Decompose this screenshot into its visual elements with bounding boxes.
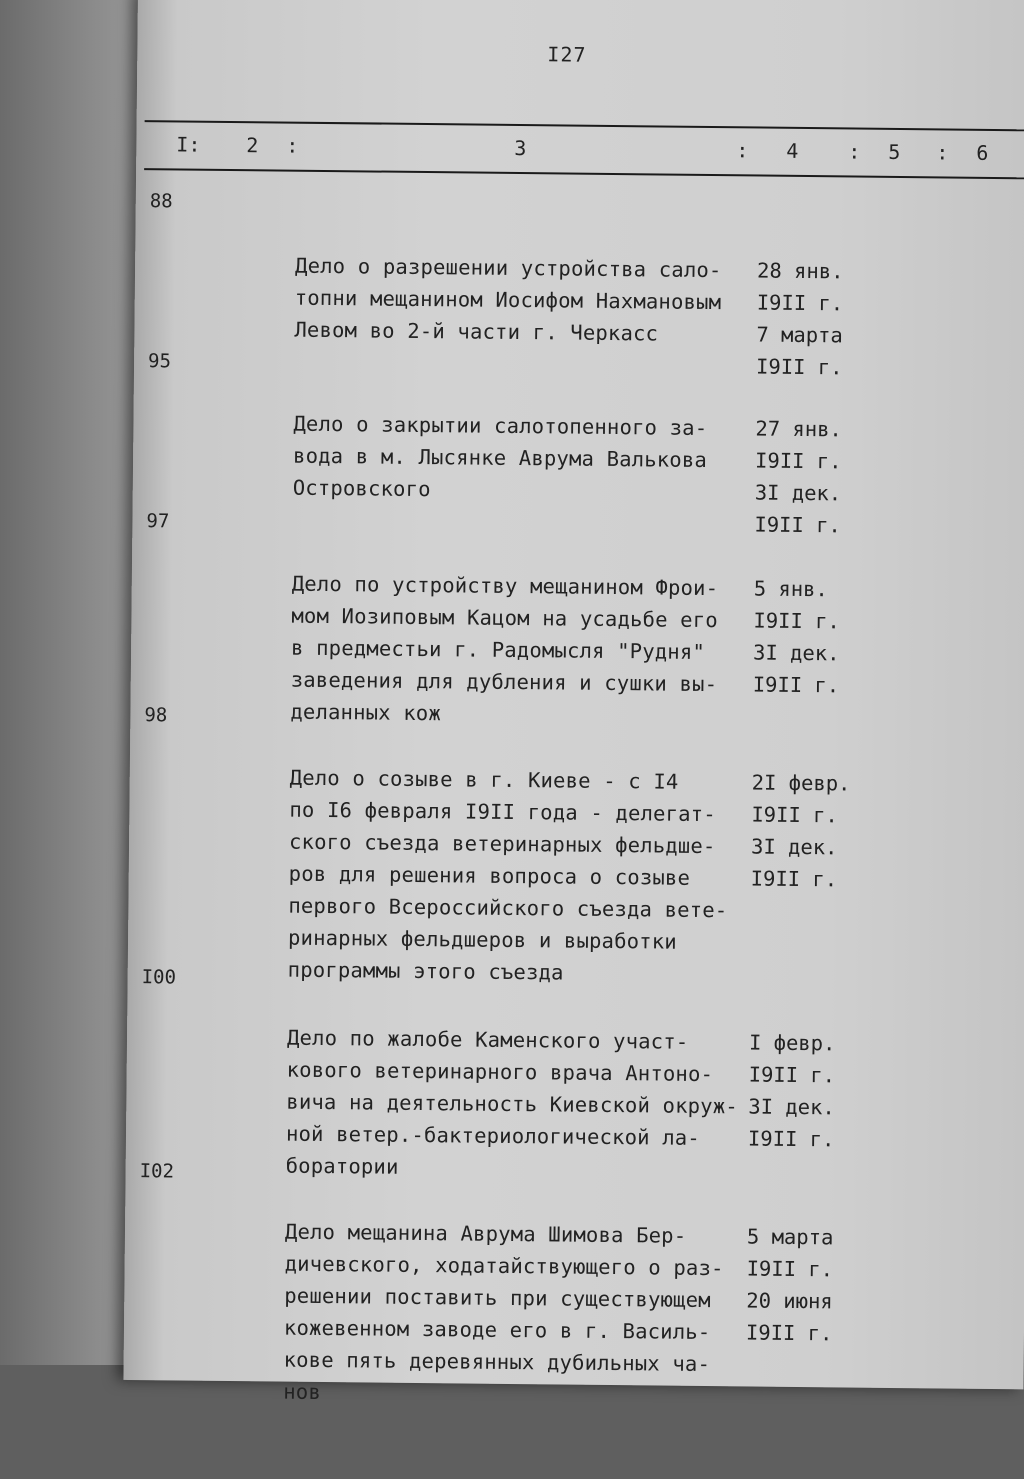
case-title: Дело мещанина Аврума Шимова Бер- дичевского, ходатайствующего о раз- решении поставить при существующем кожевенном заводе его в г. Василь- кове пять деревянных дубильных ча- нов bbox=[283, 1219, 724, 1404]
case-dates: 27 янв. I9II г. 3I дек. I9II г. bbox=[754, 416, 842, 538]
column-separator: : bbox=[286, 133, 299, 158]
column-header-2: 2 bbox=[246, 133, 259, 158]
column-header-1: I: bbox=[176, 132, 201, 157]
page-number: I27 bbox=[547, 42, 587, 67]
header-top-rule bbox=[145, 120, 1024, 131]
column-separator: : bbox=[848, 139, 861, 164]
case-dates: 28 янв. I9II г. 7 марта I9II г. bbox=[755, 258, 844, 380]
column-header-6: 6 bbox=[976, 140, 989, 165]
case-number: I00 bbox=[141, 966, 177, 989]
case-number: 88 bbox=[149, 190, 173, 213]
case-dates: 5 янв. I9II г. 3I дек. I9II г. bbox=[752, 576, 840, 698]
column-separator: : bbox=[736, 138, 749, 163]
case-number: 95 bbox=[147, 350, 172, 373]
case-dates: I февр. I9II г. 3I дек. I9II г. bbox=[747, 1030, 836, 1152]
document-page bbox=[123, 0, 1024, 1404]
case-dates: 2I февр. I9II г. 3I дек. I9II г. bbox=[750, 770, 851, 892]
case-title: Дело по жалобе Каменского участ- кового ветеринарного врача Антоно- вича на деятельность Киевской окруж- ной ветер.-бактериологической ла- боратории bbox=[285, 1025, 738, 1179]
case-title: Дело по устройству мещанином Фрои- мом Иозиповым Кацом на усадьбе его в предместьи г. Радомысля "Рудня" заведения для дубления и сушки вы- деланных кож bbox=[290, 571, 719, 726]
case-dates: 5 марта I9II г. 20 июня I9II г. bbox=[745, 1224, 834, 1346]
column-separator: : bbox=[936, 140, 949, 165]
case-number: 97 bbox=[146, 510, 170, 533]
case-title: Дело о созыве в г. Киеве - с I4 по I6 февраля I9II года - делегат- ского съезда ветеринарных фельдше- ров для решения вопроса о созыве первого Всероссийского съезда вете- ринарных фельдшеров и выработки программы этого съезда bbox=[287, 765, 728, 985]
column-header-5: 5 bbox=[888, 139, 901, 164]
case-number: 98 bbox=[144, 704, 168, 727]
case-number: I02 bbox=[139, 1160, 175, 1183]
header-bottom-rule bbox=[144, 168, 1024, 179]
case-title: Дело о разрешении устройства сало- топни мещанином Иосифом Нахмановым Левом во 2-й части г. Черкасс bbox=[294, 253, 722, 346]
column-header-3: 3 bbox=[514, 135, 527, 161]
case-title: Дело о закрытии салотопенного за- вода в м. Лысянке Аврума Валькова Островского bbox=[292, 411, 708, 502]
column-header-4: 4 bbox=[786, 138, 799, 163]
